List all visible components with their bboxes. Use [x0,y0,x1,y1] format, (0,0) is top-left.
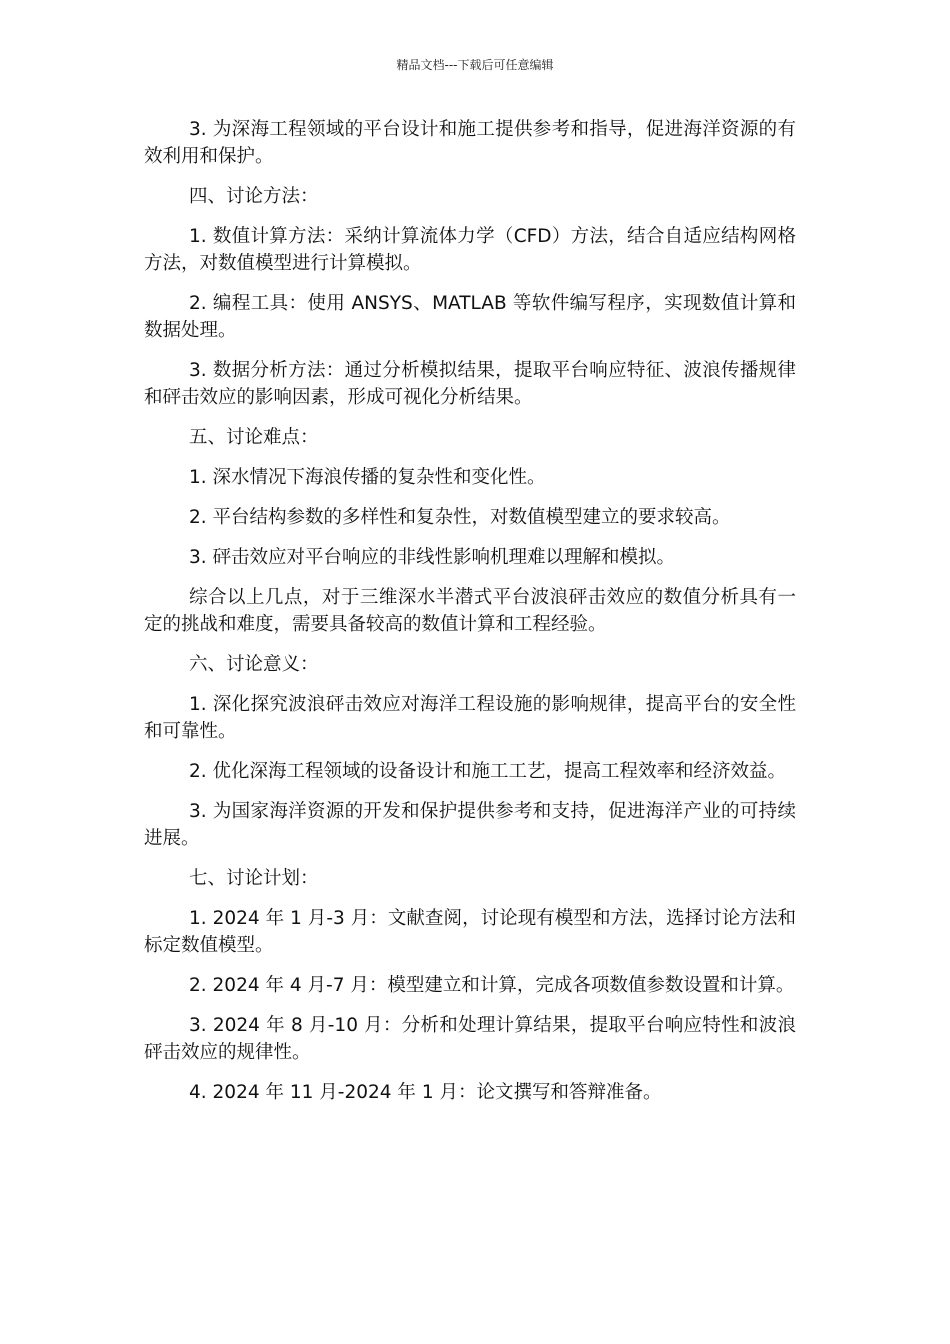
section-heading-difficulties: 五、讨论难点： [189,427,319,448]
paragraph: 1. 2024 年 1 月-3 月：文献查阅，讨论现有模型和方法，选择讨论方法和标定数值模型。 [144,908,796,956]
section-heading-methods: 四、讨论方法： [189,186,319,207]
paragraph: 2. 2024 年 4 月-7 月：模型建立和计算，完成各项数值参数设置和计算。 [189,975,795,996]
paragraph: 2. 优化深海工程领域的设备设计和施工工艺，提高工程效率和经济效益。 [189,761,787,782]
paragraph: 综合以上几点，对于三维深水半潜式平台波浪砰击效应的数值分析具有一定的挑战和难度，需要具备较高的数值计算和工程经验。 [144,587,796,635]
paragraph: 1. 深化探究波浪砰击效应对海洋工程设施的影响规律，提高平台的安全性和可靠性。 [144,694,796,742]
paragraph: 1. 深水情况下海浪传播的复杂性和变化性。 [189,467,546,488]
page-header: 精品文档---下载后可任意编辑 [396,58,554,72]
paragraph: 3. 砰击效应对平台响应的非线性影响机理难以理解和模拟。 [189,547,676,568]
paragraph: 3. 数据分析方法：通过分析模拟结果，提取平台响应特征、波浪传播规律和砰击效应的影响因素，形成可视化分析结果。 [144,360,796,408]
paragraph: 2. 平台结构参数的多样性和复杂性，对数值模型建立的要求较高。 [189,507,731,528]
section-heading-plan: 七、讨论计划： [189,868,319,889]
section-heading-significance: 六、讨论意义： [189,654,319,675]
paragraph: 4. 2024 年 11 月-2024 年 1 月：论文撰写和答辩准备。 [189,1082,662,1103]
paragraph: 1. 数值计算方法：采纳计算流体力学（CFD）方法，结合自适应结构网格方法，对数值模型进行计算模拟。 [144,226,796,274]
paragraph: 2. 编程工具：使用 ANSYS、MATLAB 等软件编写程序，实现数值计算和数据处理。 [144,293,796,341]
paragraph: 3. 为国家海洋资源的开发和保护提供参考和支持，促进海洋产业的可持续进展。 [144,801,796,849]
document-body [144,116,796,1119]
paragraph: 3. 2024 年 8 月-10 月：分析和处理计算结果，提取平台响应特性和波浪砰击效应的规律性。 [144,1015,796,1063]
paragraph: 3. 为深海工程领域的平台设计和施工提供参考和指导，促进海洋资源的有效利用和保护。 [144,119,796,167]
